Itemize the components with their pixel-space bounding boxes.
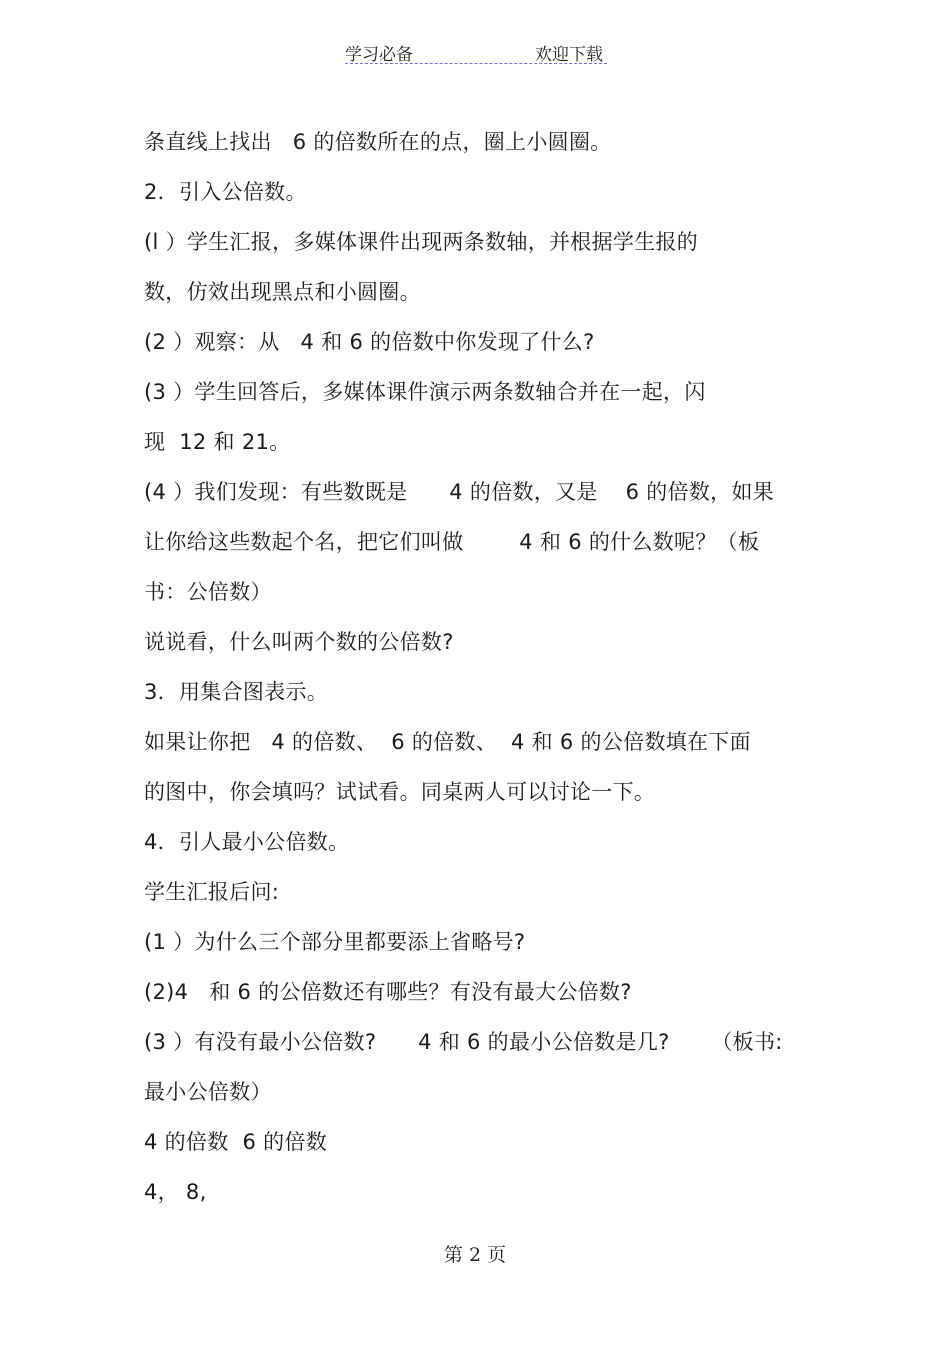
header-right-text: 欢迎下载	[535, 45, 603, 65]
text-line: (2 ）观察：从 4 和 6 的倍数中你发现了什么?	[144, 330, 595, 354]
text-line: (4 ）我们发现：有些数既是 4 的倍数，又是 6 的倍数，如果	[144, 480, 775, 504]
text-line: 4．引人最小公倍数。	[144, 830, 350, 854]
text-line: 条直线上找出 6 的倍数所在的点，圈上小圆圈。	[144, 130, 612, 154]
text-line: 学生汇报后问:	[144, 880, 280, 904]
text-line: 3．用集合图表示。	[144, 680, 329, 704]
header-left-text: 学习必备	[345, 45, 413, 65]
text-line: 4， 8,	[144, 1180, 207, 1204]
text-line: 2．引入公倍数。	[144, 180, 307, 204]
text-line: (2)4 和 6 的公倍数还有哪些？有没有最大公倍数?	[144, 980, 632, 1004]
text-line: 如果让你把 4 的倍数、 6 的倍数、 4 和 6 的公倍数填在下面	[144, 730, 751, 754]
header-dashed-rule	[345, 63, 607, 64]
text-line: 的图中，你会填吗？试试看。同桌两人可以讨论一下。	[144, 780, 656, 804]
text-line: (l ）学生汇报，多媒体课件出现两条数轴，并根据学生报的	[144, 230, 699, 254]
text-line: 说说看，什么叫两个数的公倍数?	[144, 630, 454, 654]
text-line: 最小公倍数）	[144, 1080, 272, 1104]
text-line: (1 ）为什么三个部分里都要添上省略号?	[144, 930, 526, 954]
page-header	[345, 40, 607, 64]
text-line: 书：公倍数）	[144, 580, 272, 604]
document-body	[144, 117, 824, 1217]
text-line: (3 ）有没有最小公倍数? 4 和 6 的最小公倍数是几? （板书:	[144, 1030, 783, 1054]
text-line: 数，仿效出现黑点和小圆圈。	[144, 280, 421, 304]
text-line: 让你给这些数起个名，把它们叫做 4 和 6 的什么数呢？（板	[144, 530, 760, 554]
text-line: (3 ）学生回答后，多媒体课件演示两条数轴合并在一起，闪	[144, 380, 706, 404]
text-line: 4 的倍数 6 的倍数	[144, 1130, 328, 1154]
page-number: 第 2 页	[443, 1244, 507, 1266]
text-line: 现 12 和 21。	[144, 430, 291, 454]
